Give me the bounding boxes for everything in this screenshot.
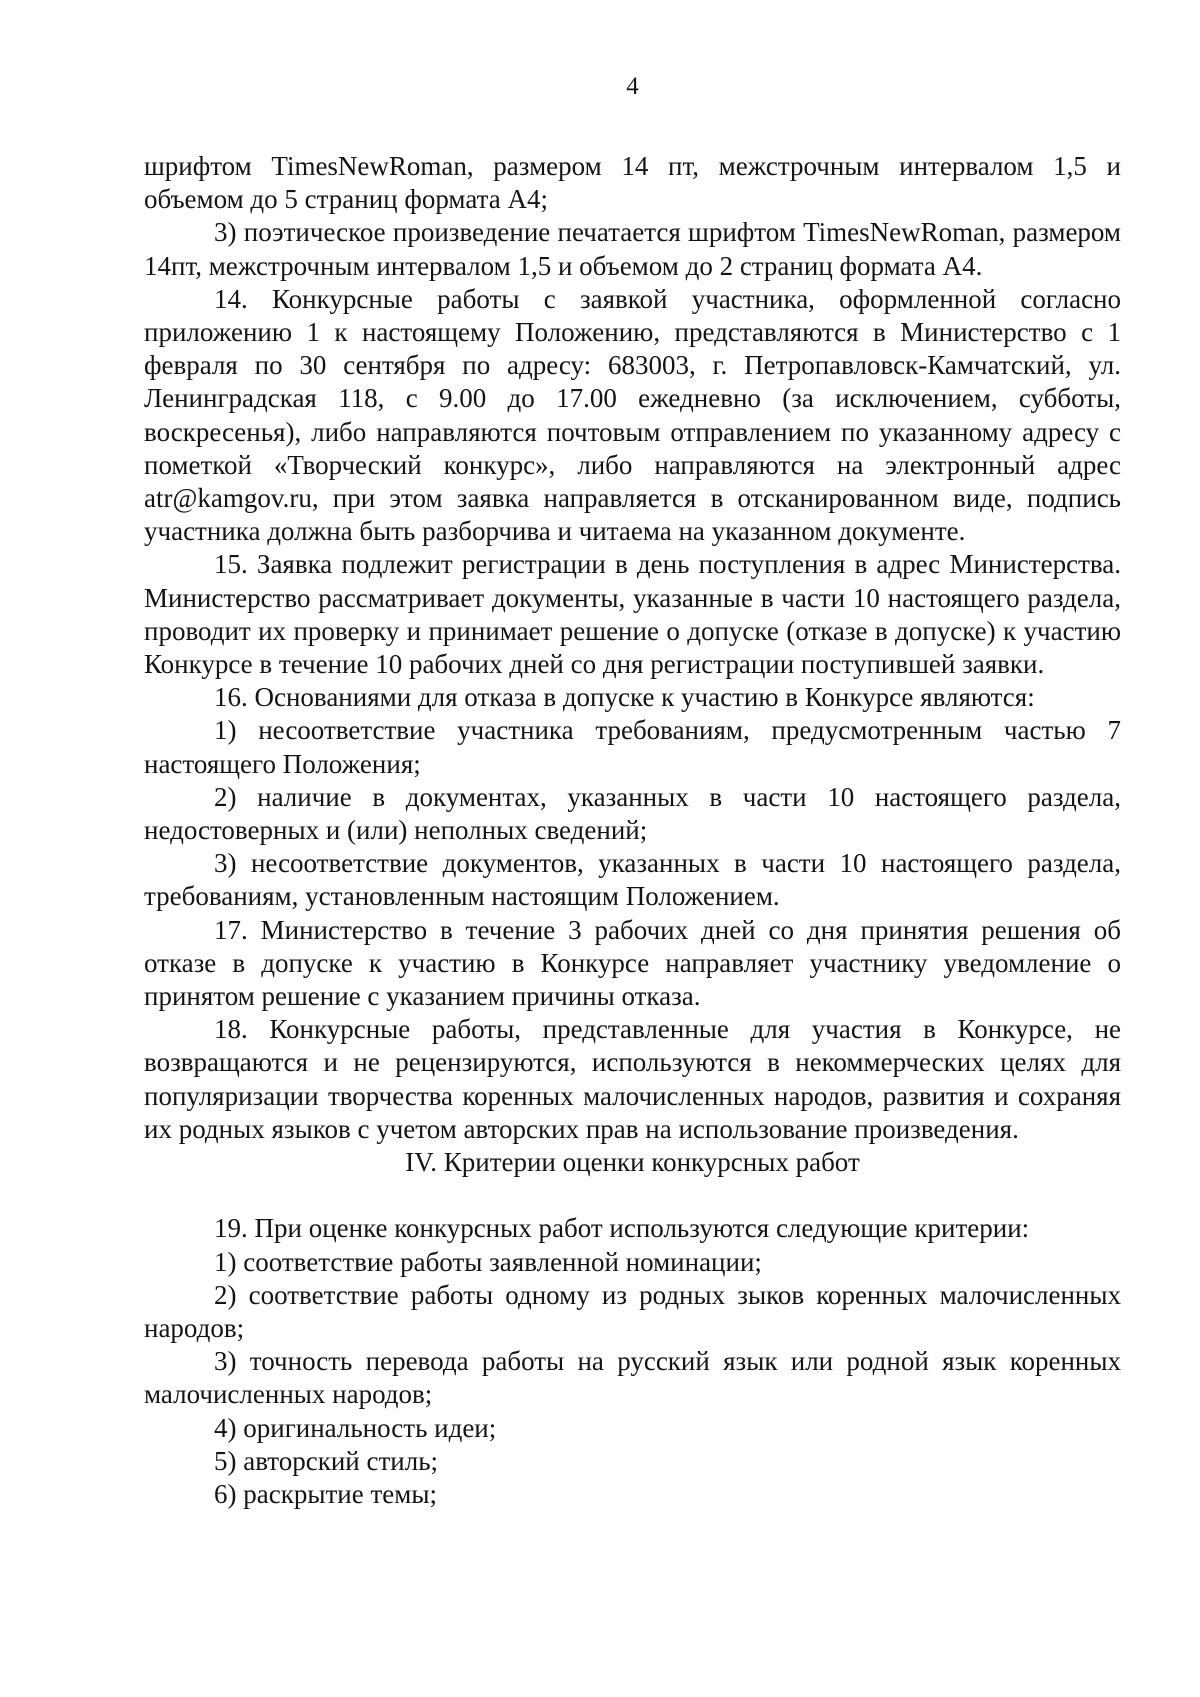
list-item: 4) оригинальность идеи;: [214, 1412, 497, 1443]
list-item: 5) авторский стиль;: [214, 1445, 439, 1476]
paragraph: 3) несоответствие документов, указанных в части 10 настоящего раздела, требованиям, установленным настоящим Положением.: [144, 848, 1121, 912]
paragraph: 15. Заявка подлежит регистрации в день поступления в адрес Министерства. Министерство рассматривает документы, указанные в части 10 настоящего раздела, проводит их проверку и принимает решение о допуске (отказе в допуске) к участию Конкурсе в течение 10 рабочих дней со дня регистрации поступившей заявки.: [144, 549, 1121, 680]
paragraph: 18. Конкурсные работы, представленные для участия в Конкурсе, не возвращаются и не рецензируются, используются в некоммерческих целях для популяризации творчества коренных малочисленных народов, развития и сохраняя их родных языков с учетом авторских прав на использование произведения.: [144, 1014, 1121, 1144]
document-body: [144, 150, 1121, 1511]
paragraph: 16. Основаниями для отказа в допуске к участию в Конкурсе являются:: [214, 682, 1035, 713]
page-number: 4: [626, 73, 639, 100]
paragraph: 17. Министерство в течение 3 рабочих дней со дня принятия решения об отказе в допуске к участию в Конкурсе направляет участнику уведомление о принятом решение с указанием причины отказа.: [144, 914, 1121, 1012]
paragraph: 14. Конкурсные работы с заявкой участника, оформленной согласно приложению 1 к настоящему Положению, представляются в Министерство с 1 февраля по 30 сентября по адресу: 683003, г. Петропавловск-Камчатский, ул. Ленинградская 118, с 9.00 до 17.00 ежедневно (за исключением, субботы, воскресенья), либо направляются почтовым отправлением по указанному адресу с пометкой «Творческий конкурс», либо направляются на электронный адрес atr@kamgov.ru, при этом заявка направляется в отсканированном виде, подпись участника должна быть разборчива и читаема на указанном документе.: [144, 283, 1121, 547]
list-item: 3) точность перевода работы на русский язык или родной язык коренных малочисленных народов;: [144, 1346, 1121, 1410]
list-item: 1) соответствие работы заявленной номинации;: [214, 1246, 762, 1277]
list-item: 2) соответствие работы одному из родных зыков коренных малочисленных народов;: [144, 1279, 1121, 1343]
paragraph: 19. При оценке конкурсных работ используются следующие критерии:: [214, 1213, 1030, 1244]
list-item: 6) раскрытие темы;: [214, 1478, 437, 1509]
paragraph: шрифтом TimesNewRoman, размером 14 пт, межстрочным интервалом 1,5 и объемом до 5 страниц формата А4;: [144, 151, 1121, 215]
paragraph: 1) несоответствие участника требованиям, предусмотренным частью 7 настоящего Положения;: [144, 715, 1121, 779]
paragraph: 3) поэтическое произведение печатается шрифтом TimesNewRoman, размером 14пт, межстрочным интервалом 1,5 и объемом до 2 страниц формата А4.: [144, 217, 1121, 281]
section-heading: IV. Критерии оценки конкурсных работ: [405, 1147, 860, 1178]
paragraph: 2) наличие в документах, указанных в части 10 настоящего раздела, недостоверных и (или) неполных сведений;: [144, 781, 1121, 846]
document-page: [144, 0, 1121, 1697]
